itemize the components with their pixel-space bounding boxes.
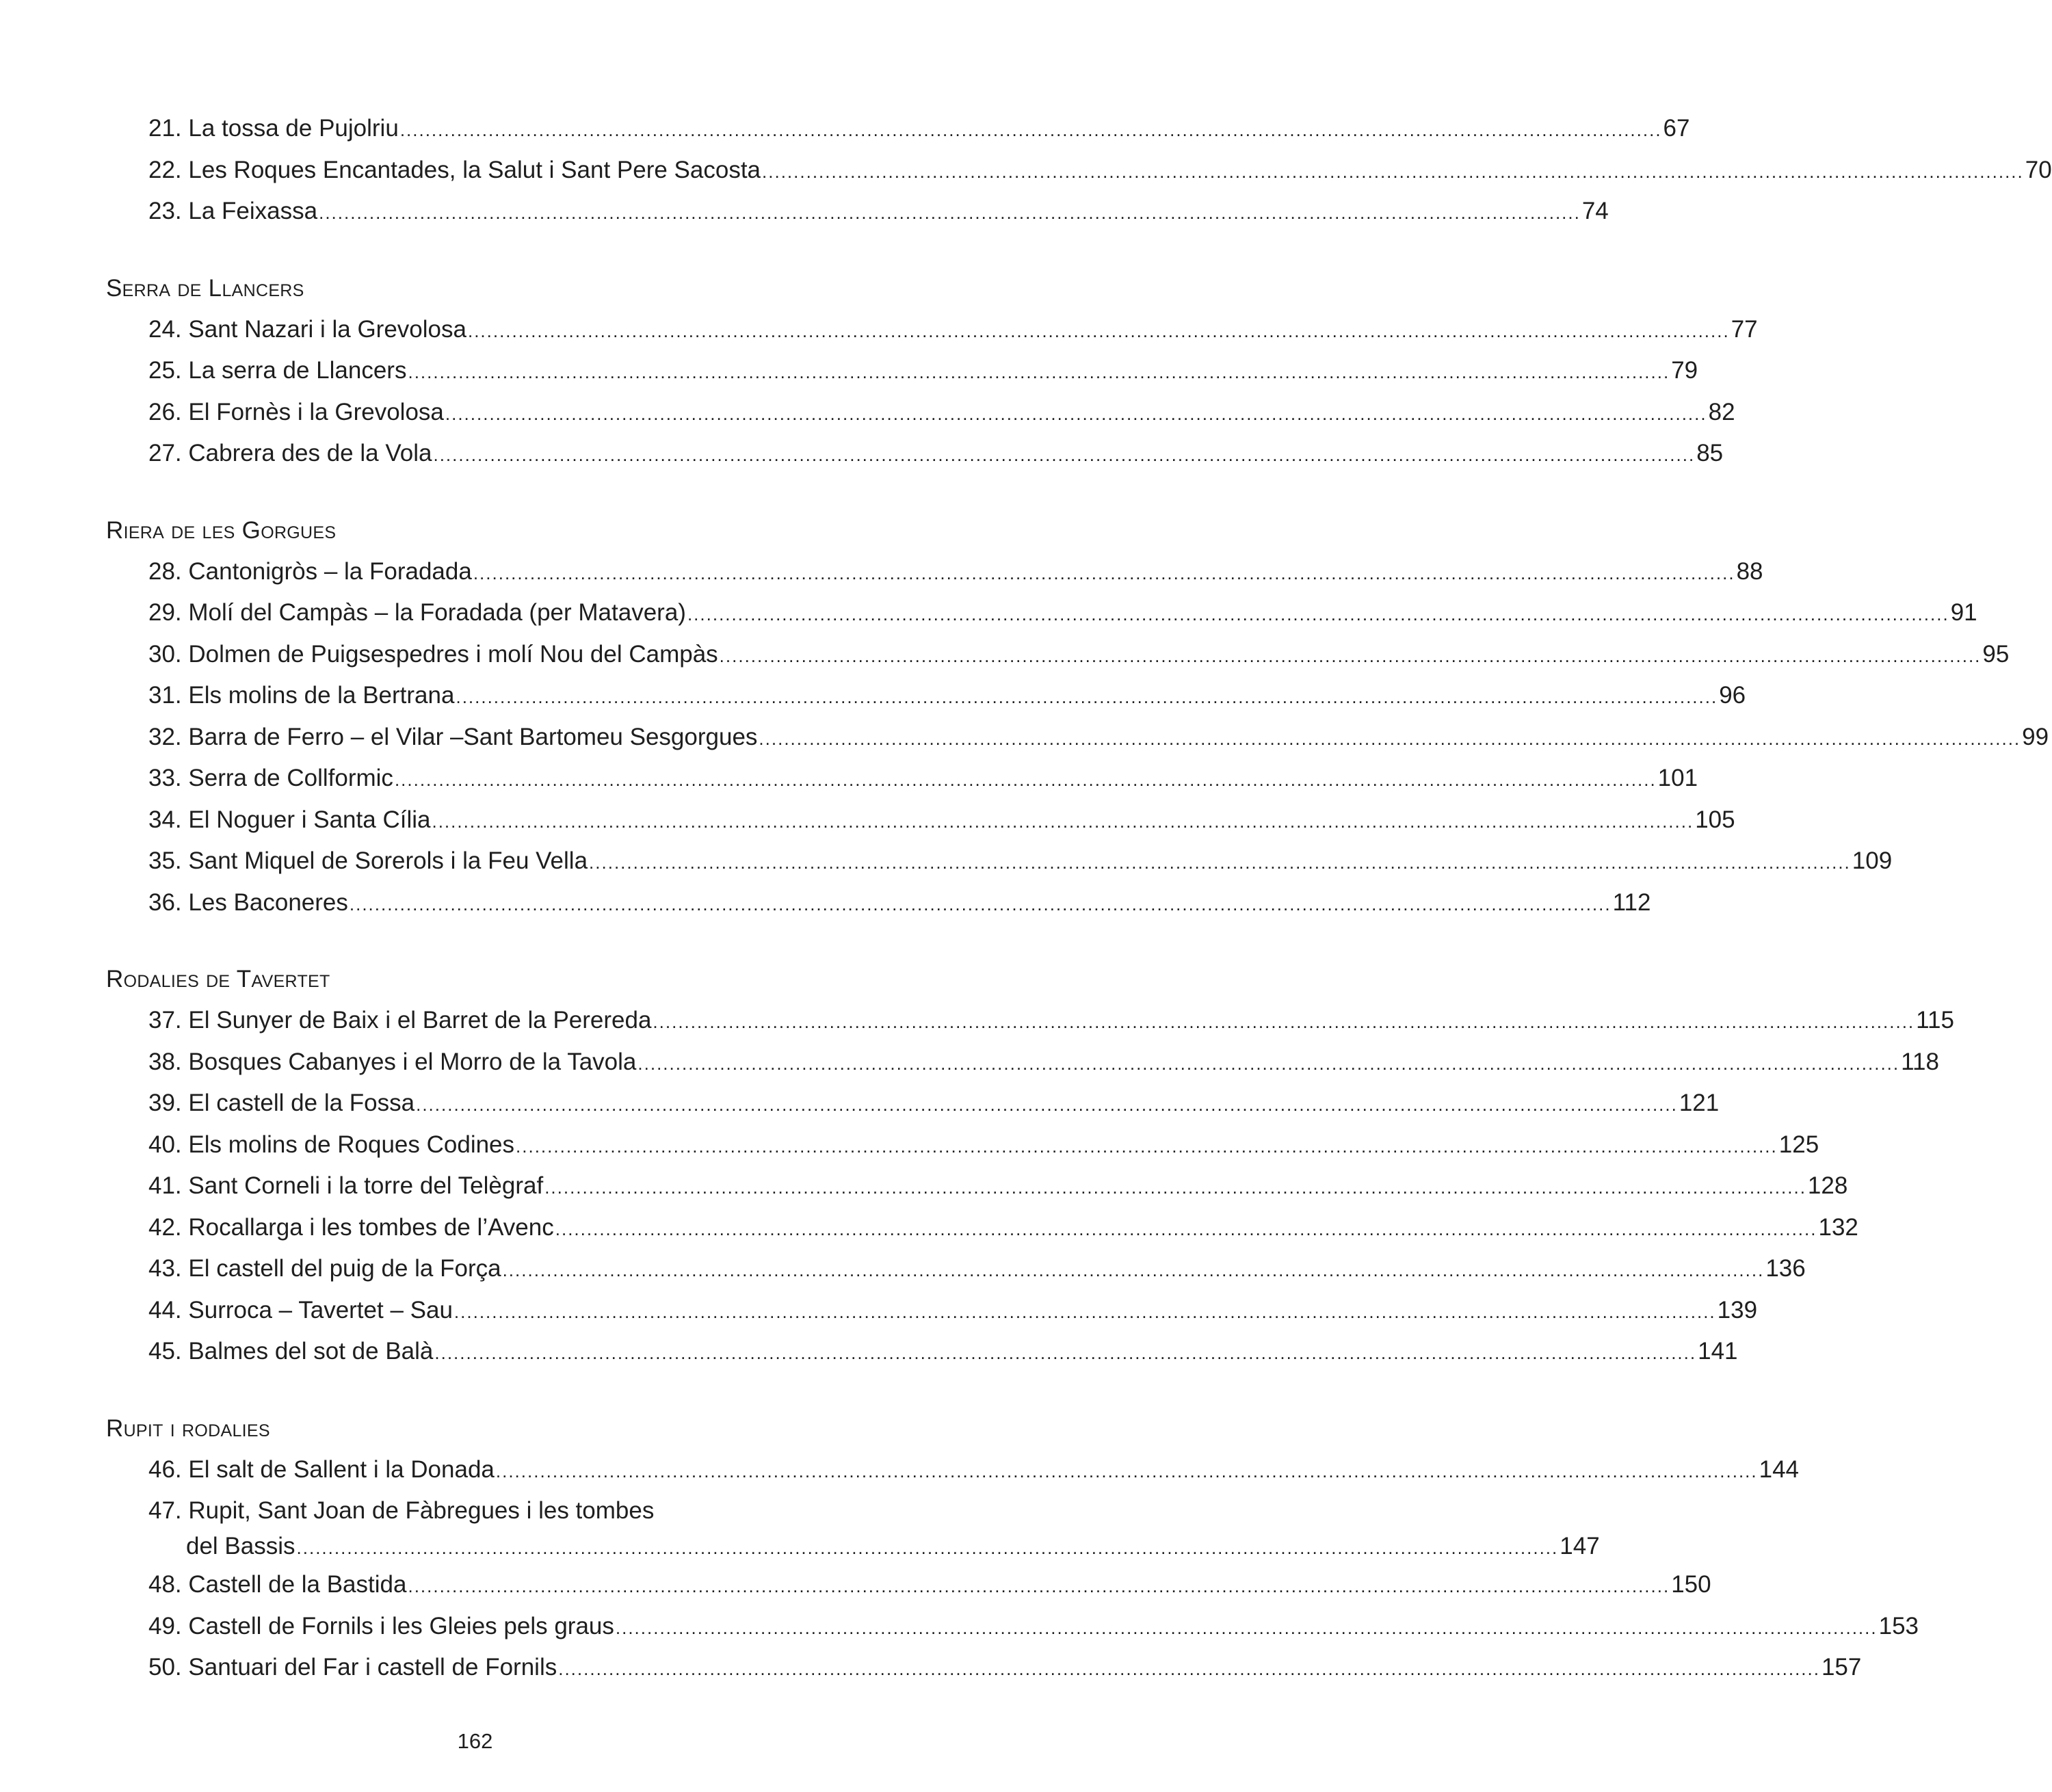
dot-leader xyxy=(558,1648,1820,1690)
entry-number: 24. xyxy=(148,315,182,343)
entry-title: Serra de Collformic xyxy=(188,765,393,791)
entry-title: El Fornès i la Grevolosa xyxy=(188,398,444,425)
toc-section xyxy=(106,1408,1919,1689)
toc-entry[interactable] xyxy=(106,1490,1600,1564)
section-title: Serra de Llancers xyxy=(106,274,304,302)
dot-leader xyxy=(555,1209,1817,1250)
entry-page: 125 xyxy=(1778,1131,1819,1158)
entry-page: 99 xyxy=(2022,723,2049,750)
entry-page: 82 xyxy=(1708,398,1735,425)
entry-title: La serra de Llancers xyxy=(188,357,407,384)
dot-leader xyxy=(454,1291,1716,1333)
entry-number: 34. xyxy=(148,806,182,833)
entry-page: 112 xyxy=(1612,888,1651,916)
entry-title: La Feixassa xyxy=(188,198,318,224)
entry-number: 35. xyxy=(148,847,182,874)
toc-entry[interactable] xyxy=(106,150,2052,192)
toc-entry[interactable] xyxy=(106,191,1609,233)
entry-title: El salt de Sallent i la Donada xyxy=(188,1455,495,1483)
entry-number: 29. xyxy=(148,599,182,626)
entry-label xyxy=(148,675,454,717)
entry-title: Cantonigròs – la Foradada xyxy=(188,557,472,585)
entry-number: 42. xyxy=(148,1213,182,1241)
section-title: Rodalies de Tavertet xyxy=(106,966,330,992)
entry-page: 95 xyxy=(1982,640,2010,668)
entry-title: Balmes del sot de Balà xyxy=(188,1338,434,1365)
entry-label xyxy=(148,1000,651,1042)
toc-entry[interactable] xyxy=(106,551,1763,593)
dot-leader xyxy=(687,594,1949,635)
entry-number: 30. xyxy=(148,640,182,668)
dot-leader xyxy=(350,884,1612,925)
entry-label xyxy=(148,191,317,233)
toc-entry[interactable] xyxy=(106,1290,1758,1332)
dot-leader xyxy=(473,553,1735,594)
toc-entry[interactable] xyxy=(106,717,2049,759)
entry-page: 128 xyxy=(1807,1172,1848,1199)
entry-title: La tossa de Pujolriu xyxy=(188,115,399,142)
entry-page: 85 xyxy=(1696,440,1724,466)
dot-leader xyxy=(400,109,1662,151)
toc-entry[interactable] xyxy=(106,841,1893,882)
entry-number: 44. xyxy=(148,1296,182,1323)
entry-page: 147 xyxy=(1560,1533,1600,1559)
toc-section xyxy=(106,268,1758,475)
dot-leader xyxy=(516,1126,1778,1168)
entry-number: 45. xyxy=(148,1338,182,1365)
entry-number: 46. xyxy=(148,1455,182,1483)
toc-entry[interactable] xyxy=(106,1042,1939,1083)
dot-leader xyxy=(432,801,1694,843)
entry-label xyxy=(148,634,718,676)
entry-number: 23. xyxy=(148,198,182,224)
entry-title: Els molins de Roques Codines xyxy=(188,1131,515,1158)
entry-number: 31. xyxy=(148,682,182,709)
dot-leader xyxy=(762,151,2024,193)
toc-entry[interactable] xyxy=(106,1647,1862,1689)
entry-page: 153 xyxy=(1878,1612,1919,1639)
toc-entry[interactable] xyxy=(106,392,1735,434)
toc-entry[interactable] xyxy=(106,1207,1858,1249)
entry-number: 43. xyxy=(148,1255,182,1282)
entry-page: 132 xyxy=(1818,1213,1858,1241)
entry-number: 32. xyxy=(148,723,182,750)
dot-leader xyxy=(468,311,1730,352)
entry-label xyxy=(148,1165,543,1207)
entry-label xyxy=(148,1124,514,1166)
entry-page: 101 xyxy=(1657,765,1698,791)
entry-page: 74 xyxy=(1581,198,1609,224)
toc-entry[interactable] xyxy=(106,1000,1954,1042)
entry-label xyxy=(148,1331,433,1373)
dot-leader xyxy=(589,842,1851,884)
toc-entry[interactable] xyxy=(106,758,1698,800)
dot-leader xyxy=(434,1332,1696,1374)
dot-leader xyxy=(637,1043,1899,1085)
entry-title: Castell de la Bastida xyxy=(188,1571,407,1598)
dot-leader xyxy=(408,352,1670,393)
entry-label xyxy=(148,392,444,434)
entry-title: El castell de la Fossa xyxy=(188,1090,415,1116)
entry-label xyxy=(148,433,432,475)
entry-title: Les Baconeres xyxy=(188,888,348,916)
entry-number: 28. xyxy=(148,557,182,585)
dot-leader xyxy=(445,393,1707,435)
entry-title: El castell del puig de la Força xyxy=(188,1255,501,1282)
entry-page: 121 xyxy=(1679,1090,1720,1116)
entry-title: Sant Corneli i la torre del Telègraf xyxy=(188,1172,544,1199)
toc-entry[interactable] xyxy=(106,350,1698,392)
dot-leader xyxy=(503,1250,1765,1291)
entry-page: 79 xyxy=(1671,357,1698,384)
toc-entry[interactable] xyxy=(106,433,1724,475)
dot-leader xyxy=(416,1084,1678,1126)
entry-number: 48. xyxy=(148,1571,182,1598)
entry-number: 21. xyxy=(148,115,182,142)
dot-leader xyxy=(395,759,1657,801)
entry-number: 36. xyxy=(148,888,182,916)
toc-section xyxy=(106,959,1954,1373)
table-of-contents xyxy=(106,108,2052,1724)
entry-number: 25. xyxy=(148,357,182,384)
entry-label xyxy=(148,1207,554,1249)
dot-leader xyxy=(759,718,2021,760)
entry-number: 39. xyxy=(148,1090,182,1116)
section-title: Riera de les Gorgues xyxy=(106,516,337,544)
entry-page: 144 xyxy=(1759,1455,1800,1483)
entry-number: 33. xyxy=(148,765,182,791)
entry-page: 157 xyxy=(1821,1654,1862,1681)
entry-label xyxy=(148,758,393,800)
entry-title: El Sunyer de Baix i el Barret de la Perereda xyxy=(188,1007,652,1033)
dot-leader xyxy=(297,1530,1559,1566)
entry-number: 37. xyxy=(148,1007,182,1033)
entry-label xyxy=(148,551,472,593)
entry-number: 38. xyxy=(148,1048,182,1075)
toc-entry[interactable] xyxy=(106,675,1746,717)
entry-title-continuation: del Bassis xyxy=(186,1533,295,1559)
entry-label xyxy=(148,1042,636,1083)
entry-title: Cabrera des de la Vola xyxy=(188,440,432,466)
entry-title: Surroca – Tavertet – Sau xyxy=(188,1296,453,1323)
entry-label xyxy=(148,1290,453,1332)
entry-page: 118 xyxy=(1901,1048,1939,1075)
toc-entry[interactable] xyxy=(106,1124,1819,1166)
page-number: 162 xyxy=(457,1729,493,1753)
entry-label xyxy=(148,882,348,924)
entry-number: 50. xyxy=(148,1654,182,1681)
entry-label xyxy=(148,1606,614,1648)
toc-entry[interactable] xyxy=(106,800,1735,841)
entry-page: 67 xyxy=(1663,115,1690,142)
entry-title: Les Roques Encantades, la Salut i Sant Pere Sacosta xyxy=(188,156,761,183)
entry-number: 49. xyxy=(148,1612,182,1639)
entry-label xyxy=(148,1449,495,1491)
entry-title: Rocallarga i les tombes de l’Avenc xyxy=(188,1213,554,1241)
entry-number: 27. xyxy=(148,440,182,466)
toc-entry[interactable] xyxy=(106,309,1758,351)
entry-number: 47. xyxy=(148,1497,182,1524)
entry-label xyxy=(148,800,430,841)
entry-title: Molí del Campàs – la Foradada (per Matavera) xyxy=(188,599,686,626)
entry-title: El Noguer i Santa Cília xyxy=(188,806,431,833)
dot-leader xyxy=(433,434,1695,476)
entry-label xyxy=(148,717,757,759)
toc-entry[interactable] xyxy=(106,1449,1800,1491)
entry-label xyxy=(148,309,466,351)
toc-entry[interactable] xyxy=(106,1606,1919,1648)
entry-title: Dolmen de Puigsespedres i molí Nou del Campàs xyxy=(188,640,718,668)
entry-title-line xyxy=(148,1490,862,1529)
dot-leader xyxy=(544,1167,1806,1209)
entry-label xyxy=(148,592,686,634)
entry-page: 109 xyxy=(1852,847,1893,874)
entry-page: 105 xyxy=(1695,806,1735,833)
entry-title: Sant Miquel de Sorerols i la Feu Vella xyxy=(188,847,588,874)
entry-page: 139 xyxy=(1717,1296,1758,1323)
toc-entry[interactable] xyxy=(106,1165,1848,1207)
entry-number: 41. xyxy=(148,1172,182,1199)
entry-page: 96 xyxy=(1719,682,1746,709)
entry-title: Els molins de la Bertrana xyxy=(188,682,455,709)
dot-leader xyxy=(653,1001,1915,1043)
entry-number: 40. xyxy=(148,1131,182,1158)
dot-leader xyxy=(720,635,1982,677)
entry-title: Santuari del Far i castell de Fornils xyxy=(188,1654,557,1681)
entry-number: 26. xyxy=(148,398,182,425)
dot-leader xyxy=(456,676,1718,718)
entry-title: Castell de Fornils i les Gleies pels graus xyxy=(188,1612,614,1639)
entry-title: Sant Nazari i la Grevolosa xyxy=(188,315,466,343)
entry-label xyxy=(148,841,588,882)
toc-section xyxy=(106,510,2049,924)
entry-label xyxy=(148,350,406,392)
entry-page: 91 xyxy=(1950,599,1977,626)
entry-page: 115 xyxy=(1916,1007,1954,1033)
entry-title: Bosques Cabanyes i el Morro de la Tavola xyxy=(188,1048,637,1075)
toc-entry[interactable] xyxy=(106,634,2010,676)
toc-entry[interactable] xyxy=(106,592,1977,634)
entry-page: 88 xyxy=(1736,557,1763,585)
dot-leader xyxy=(616,1607,1878,1649)
entry-title-continuation-line xyxy=(148,1529,1600,1564)
entry-label xyxy=(148,150,761,192)
entry-page: 77 xyxy=(1731,315,1758,343)
entry-title: Rupit, Sant Joan de Fàbregues i les tombes xyxy=(188,1497,655,1524)
entry-label xyxy=(148,108,399,150)
entry-page: 150 xyxy=(1671,1571,1711,1598)
section-title: Rupit i rodalies xyxy=(106,1414,270,1442)
entry-page: 136 xyxy=(1765,1255,1806,1282)
entry-title: Barra de Ferro – el Vilar –Sant Bartomeu Sesgorgues xyxy=(188,723,758,750)
toc-entry[interactable] xyxy=(106,1083,1720,1124)
dot-leader xyxy=(496,1451,1758,1492)
entry-page: 70 xyxy=(2025,156,2052,183)
entry-label xyxy=(148,1564,406,1606)
dot-leader xyxy=(319,192,1581,234)
dot-leader xyxy=(408,1566,1670,1607)
toc-entry[interactable] xyxy=(106,1248,1806,1290)
entry-label xyxy=(148,1083,415,1124)
toc-entry[interactable] xyxy=(106,1564,1711,1606)
toc-entry[interactable] xyxy=(106,108,1690,150)
entry-label xyxy=(148,1647,557,1689)
toc-section xyxy=(106,108,2052,233)
entry-page: 141 xyxy=(1698,1338,1738,1365)
toc-entry[interactable] xyxy=(106,882,1651,924)
toc-entry[interactable] xyxy=(106,1331,1738,1373)
entry-label xyxy=(148,1248,501,1290)
entry-number: 22. xyxy=(148,156,182,183)
